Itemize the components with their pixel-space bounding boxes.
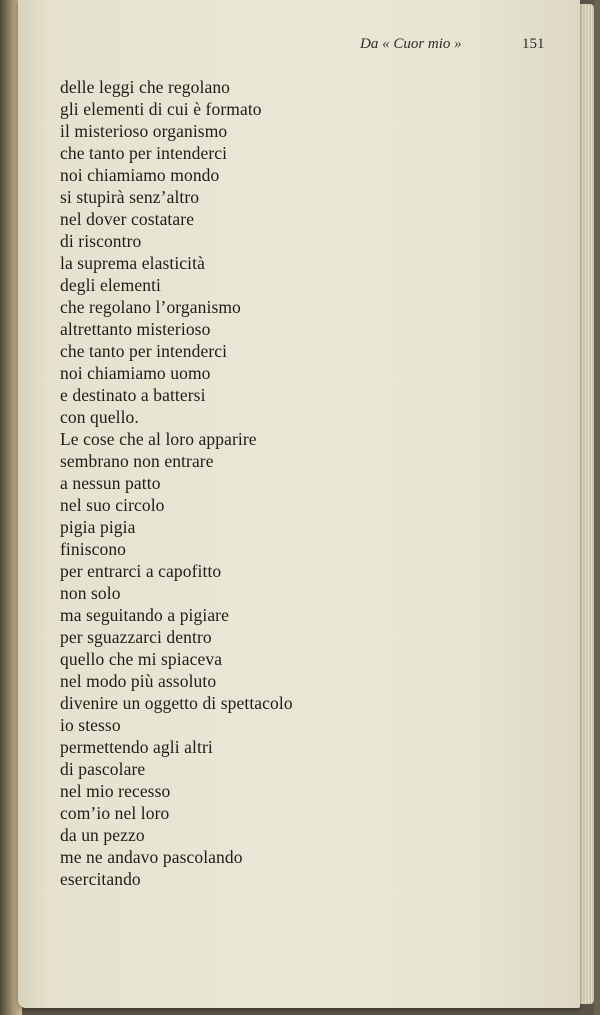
poem-line: altrettanto misterioso xyxy=(60,319,211,339)
poem-line: di riscontro xyxy=(60,231,142,251)
poem-line: il misterioso organismo xyxy=(60,121,228,141)
poem-line: che tanto per intenderci xyxy=(60,341,228,361)
poem-line: sembrano non entrare xyxy=(60,451,214,471)
poem-line: che regolano l’organismo xyxy=(60,297,241,317)
poem-line: me ne andavo pascolando xyxy=(60,847,243,867)
poem-line: ma seguitando a pigiare xyxy=(60,605,229,625)
poem-line: Le cose che al loro apparire xyxy=(60,429,257,449)
poem-line: nel suo circolo xyxy=(60,495,165,515)
poem-line: che tanto per intenderci xyxy=(60,143,228,163)
poem-line: finiscono xyxy=(60,539,127,559)
poem-line: nel mio recesso xyxy=(60,781,171,801)
poem-line: quello che mi spiaceva xyxy=(60,649,223,669)
poem-line: nel dover costatare xyxy=(60,209,195,229)
poem-line: permettendo agli altri xyxy=(60,737,213,757)
poem-line: per entrarci a capofitto xyxy=(60,561,222,581)
backdrop-right xyxy=(594,0,600,1015)
poem-line: a nessun patto xyxy=(60,473,161,493)
poem-line: noi chiamiamo mondo xyxy=(60,165,220,185)
poem-line: si stupirà senz’altro xyxy=(60,187,200,207)
running-head: Da « Cuor mio » xyxy=(360,36,462,52)
poem-line: esercitando xyxy=(60,869,141,889)
poem-line: nel modo più assoluto xyxy=(60,671,217,691)
poem-line: io stesso xyxy=(60,715,121,735)
poem-line: non solo xyxy=(60,583,121,603)
poem-line: la suprema elasticità xyxy=(60,253,205,273)
poem-line: gli elementi di cui è formato xyxy=(60,99,262,119)
poem-text xyxy=(60,76,560,890)
poem-line: com’io nel loro xyxy=(60,803,170,823)
poem-line: delle leggi che regolano xyxy=(60,77,231,97)
poem-line: divenire un oggetto di spettacolo xyxy=(60,693,293,713)
poem-line: da un pezzo xyxy=(60,825,145,845)
poem-line: degli elementi xyxy=(60,275,162,295)
poem-line: con quello. xyxy=(60,407,139,427)
poem-line: e destinato a battersi xyxy=(60,385,206,405)
page-header xyxy=(360,36,560,58)
poem-line: pigia pigia xyxy=(60,517,136,537)
poem-line: per sguazzarci dentro xyxy=(60,627,212,647)
page-number: 151 xyxy=(522,36,545,52)
poem-line: di pascolare xyxy=(60,759,146,779)
poem-line: noi chiamiamo uomo xyxy=(60,363,211,383)
